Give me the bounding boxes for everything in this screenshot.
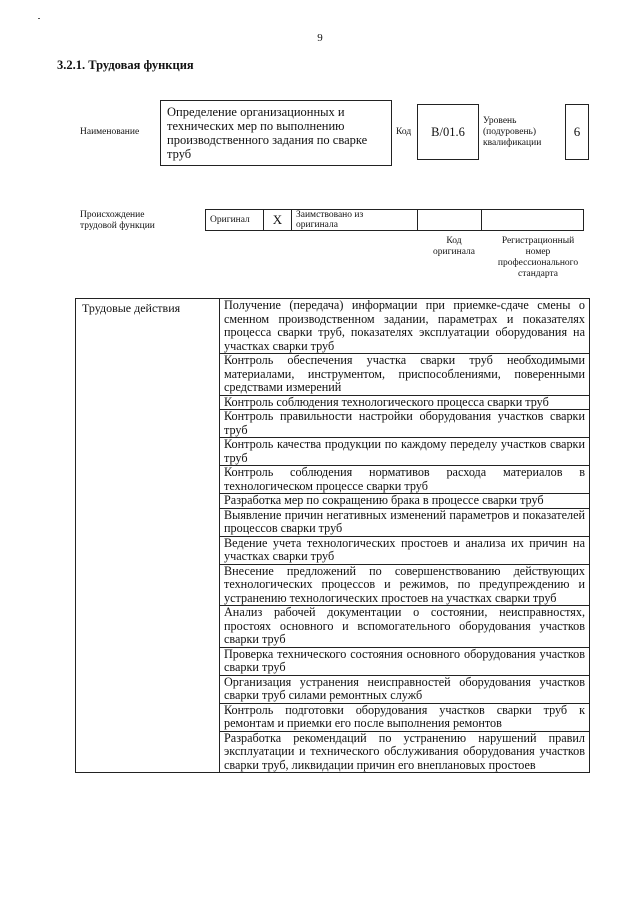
labor-action-cell: Контроль качества продукции по каждому переделу участков сварки труб	[220, 438, 590, 466]
code-label: Код	[396, 127, 412, 137]
level-label-line: (подуровень)	[483, 127, 537, 137]
section-title: 3.2.1. Трудовая функция	[57, 58, 194, 72]
reg-number-caption	[486, 236, 590, 280]
function-name-box: Определение организационных и технических мер по выполнению производственного задания по сварке труб	[160, 100, 392, 166]
labor-action-cell: Анализ рабочей документации о состоянии, неисправностях, простоях основного и вспомогательного оборудования участков сварки труб	[220, 606, 590, 648]
borrowed-label-line: Заимствовано из	[296, 210, 364, 220]
name-label: Наименование	[80, 127, 140, 137]
labor-action-cell: Ведение учета технологических простоев и анализа их причин на участках сварки труб	[220, 536, 590, 564]
origin-label-line: трудовой функции	[80, 221, 155, 231]
scan-artifact	[38, 18, 40, 19]
origin-label	[80, 210, 155, 232]
table-row	[76, 299, 590, 354]
labor-actions-body	[76, 299, 590, 773]
labor-action-cell: Выявление причин негативных изменений параметров и показателей процессов сварки труб	[220, 508, 590, 536]
code-value-box: B/01.6	[417, 104, 479, 160]
original-mark-cell: X	[264, 210, 292, 231]
labor-action-cell: Контроль соблюдения технологического процесса сварки труб	[220, 395, 590, 410]
labor-actions-table	[75, 298, 590, 773]
labor-action-cell: Контроль правильности настройки оборудования участков сварки труб	[220, 410, 590, 438]
original-code-cell	[418, 210, 482, 231]
caption-line: оригинала	[433, 247, 475, 257]
reg-number-cell	[482, 210, 584, 231]
level-label	[483, 116, 558, 149]
caption-line: профессионального	[497, 258, 579, 268]
labor-action-cell: Проверка технического состояния основного оборудования участков сварки труб	[220, 647, 590, 675]
page-number: 9	[317, 32, 323, 44]
code-original-caption	[422, 236, 486, 258]
borrowed-cell	[292, 210, 418, 231]
origin-table	[205, 209, 584, 231]
level-value-box: 6	[565, 104, 589, 160]
borrowed-label-line: оригинала	[296, 220, 338, 230]
labor-action-cell: Разработка рекомендаций по устранению нарушений правил эксплуатации и технического обслуживания оборудования участков сварки труб, ликвидации причин его внеплановых простоев	[220, 731, 590, 773]
labor-action-cell: Разработка мер по сокращению брака в процессе сварки труб	[220, 494, 590, 509]
labor-actions-label: Трудовые действия	[76, 299, 220, 773]
caption-line: номер	[525, 247, 551, 257]
labor-action-cell: Внесение предложений по совершенствованию действующих технологических процессов и режимов, по предупреждению и устранению технологических простоев на участках сварки труб	[220, 564, 590, 606]
caption-line: Регистрационный	[501, 236, 575, 246]
caption-line: стандарта	[518, 269, 558, 279]
original-cell: Оригинал	[206, 210, 264, 231]
origin-label-line: Происхождение	[80, 210, 145, 220]
labor-action-cell: Контроль подготовки оборудования участков сварки труб к ремонтам и приемки его после выполнения ремонтов	[220, 703, 590, 731]
caption-line: Код	[446, 236, 462, 246]
level-label-line: Уровень	[483, 116, 517, 126]
labor-action-cell: Получение (передача) информации при приемке-сдаче смены о сменном производственном задании, параметрах и показателях процесса сварки труб, показателях эксплуатации оборудования на участках сварки труб	[220, 299, 590, 354]
labor-action-cell: Контроль соблюдения нормативов расхода материалов в технологическом процессе сварки труб	[220, 466, 590, 494]
level-label-line: квалификации	[483, 138, 542, 148]
labor-action-cell: Организация устранения неисправностей оборудования участков сварки труб силами ремонтных служб	[220, 675, 590, 703]
labor-action-cell: Контроль обеспечения участка сварки труб необходимыми материалами, инструментом, приспособлениями, поверенными средствами измерений	[220, 354, 590, 396]
